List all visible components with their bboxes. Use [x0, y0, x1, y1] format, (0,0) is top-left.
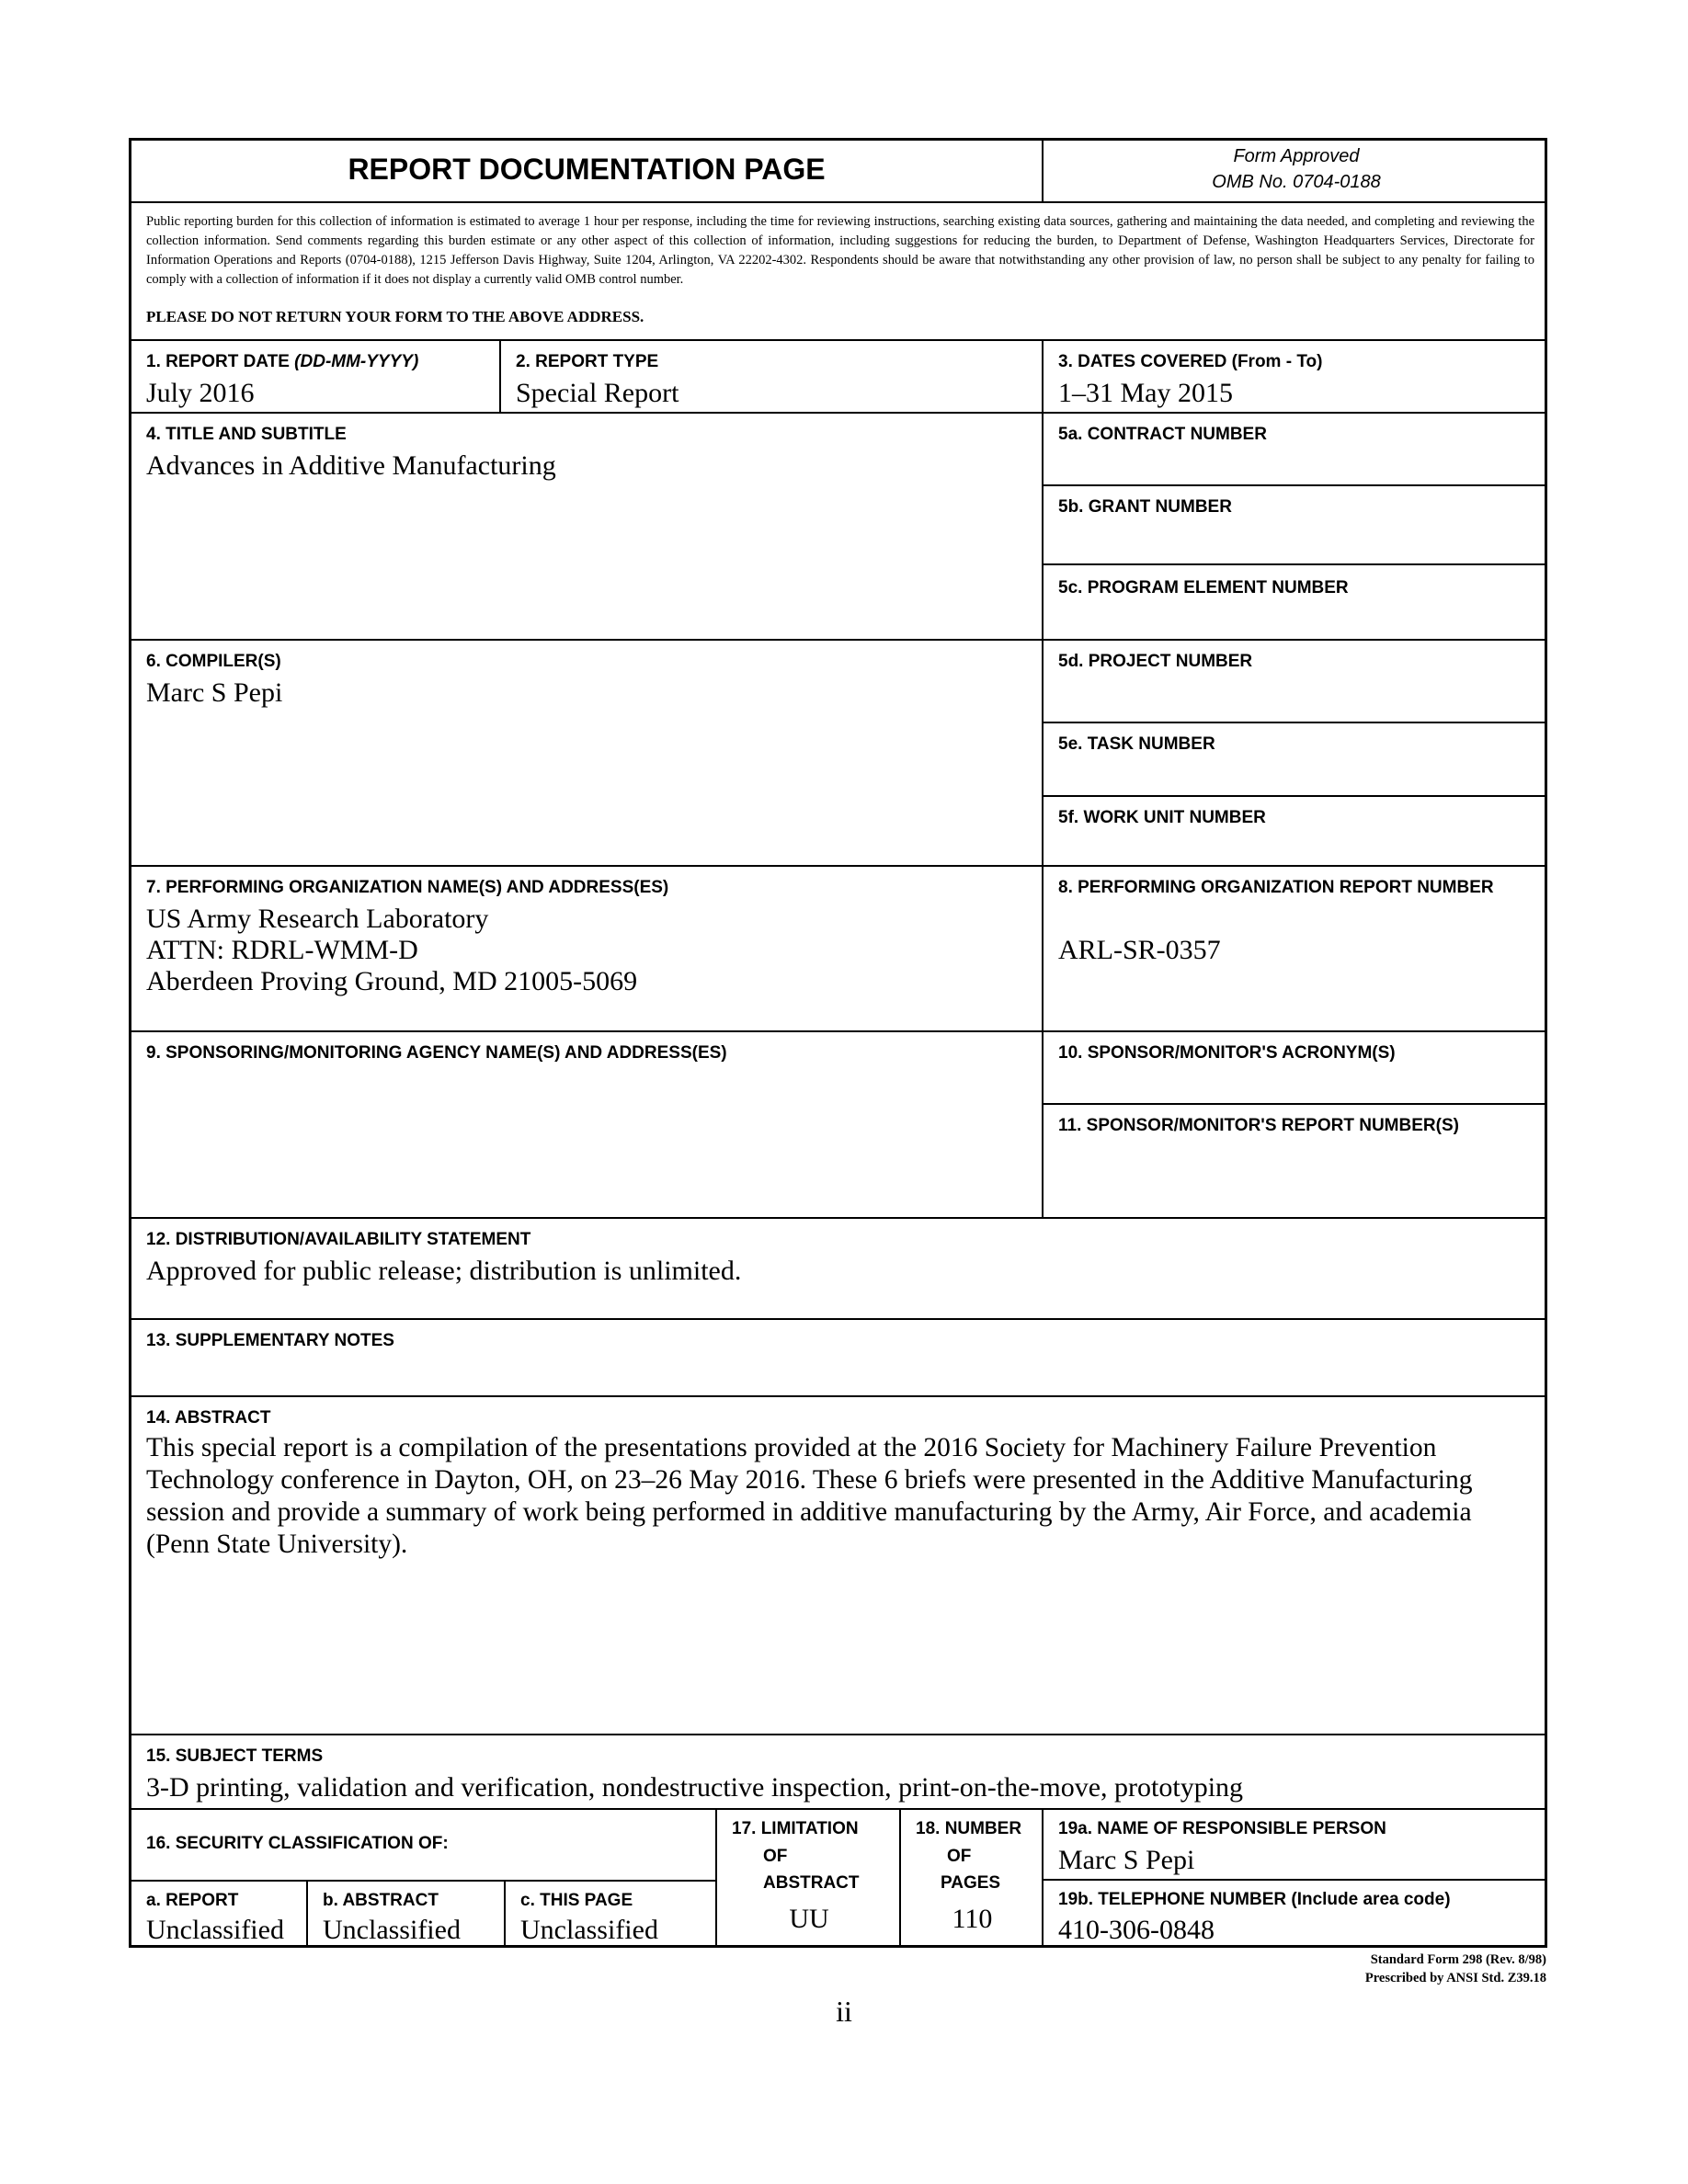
program-element-cell [1042, 563, 1547, 639]
sponsor-acronym-cell [1042, 1030, 1547, 1103]
sponsor-acronym-label: 10. SPONSOR/MONITOR'S ACRONYM(S) [1058, 1043, 1396, 1063]
limitation-label-1: 17. LIMITATION [732, 1819, 859, 1838]
performing-org-line3: Aberdeen Proving Ground, MD 21005-5069 [146, 966, 638, 996]
sponsoring-cell [131, 1030, 1042, 1217]
security-classification-label: 16. SECURITY CLASSIFICATION OF: [146, 1834, 449, 1853]
performing-org-line2: ATTN: RDRL-WMM-D [146, 935, 418, 965]
number-pages-cell [899, 1808, 1042, 1948]
report-type-value: Special Report [516, 378, 679, 408]
telephone-label: 19b. TELEPHONE NUMBER (Include area code) [1058, 1890, 1451, 1909]
header-omb-cell [1042, 141, 1547, 202]
sponsor-report-cell [1042, 1103, 1547, 1217]
project-number-label: 5d. PROJECT NUMBER [1058, 652, 1253, 671]
telephone-value: 410-306-0848 [1058, 1915, 1215, 1945]
subject-terms-label: 15. SUBJECT TERMS [146, 1746, 324, 1766]
security-classification-cell [131, 1808, 715, 1880]
performing-org-label: 7. PERFORMING ORGANIZATION NAME(S) AND ADDRESS(ES) [146, 878, 669, 897]
report-type-cell [499, 339, 1042, 412]
security-page-label: c. THIS PAGE [520, 1891, 633, 1910]
compilers-cell [131, 639, 1042, 865]
task-number-label: 5e. TASK NUMBER [1058, 734, 1215, 754]
security-abstract-cell [306, 1880, 504, 1948]
performing-org-cell [131, 865, 1042, 1030]
responsible-person-value: Marc S Pepi [1058, 1845, 1195, 1875]
title-subtitle-cell [131, 412, 1042, 639]
sponsoring-label: 9. SPONSORING/MONITORING AGENCY NAME(S) AND ADDRESS(ES) [146, 1043, 727, 1063]
compilers-label: 6. COMPILER(S) [146, 652, 281, 671]
program-element-label: 5c. PROGRAM ELEMENT NUMBER [1058, 578, 1349, 597]
report-documentation-form [129, 138, 1547, 1948]
number-pages-value: 110 [952, 1904, 993, 1934]
performing-report-label: 8. PERFORMING ORGANIZATION REPORT NUMBER [1058, 878, 1494, 897]
supplementary-label: 13. SUPPLEMENTARY NOTES [146, 1331, 394, 1350]
performing-report-value: ARL-SR-0357 [1058, 935, 1221, 965]
security-abstract-value: Unclassified [323, 1915, 461, 1945]
number-pages-label-3: PAGES [941, 1873, 1001, 1893]
task-number-cell [1042, 722, 1547, 795]
security-report-value: Unclassified [146, 1915, 284, 1945]
title-subtitle-label: 4. TITLE AND SUBTITLE [146, 425, 347, 444]
limitation-label-2: OF [763, 1847, 788, 1866]
subject-terms-cell [131, 1734, 1547, 1808]
page-number: ii [836, 1995, 852, 2028]
project-number-cell [1042, 639, 1547, 722]
number-pages-label-2: OF [947, 1847, 972, 1866]
distribution-value: Approved for public release; distribution is unlimited. [146, 1256, 742, 1286]
dates-covered-label: 3. DATES COVERED (From - To) [1058, 352, 1323, 371]
contract-number-cell [1042, 412, 1547, 484]
security-report-label: a. REPORT [146, 1891, 239, 1910]
burden-notice-text: Public reporting burden for this collection of information is estimated to average 1 hour per response, including the time for reviewing instructions, searching existing data sources, gathering and maintaining the data needed, and completing and reviewing the collection information. Send comments regarding this burden estimate or any other aspect of this collection of information, including suggestions for reducing the burden, to Department of Defense, Washington Headquarters Services, Directorate for Information Operations and Reports (0704-0188), 1215 Jefferson Davis Highway, Suite 1204, Arlington, VA 22202-4302. Respondents should be aware that notwithstanding any other provision of law, no person shall be subject to any penalty for failing to comply with a collection of information if it does not display a currently valid OMB control number. [146, 214, 1534, 287]
security-abstract-label: b. ABSTRACT [323, 1891, 439, 1910]
compilers-value: Marc S Pepi [146, 677, 283, 708]
work-unit-cell [1042, 795, 1547, 865]
limitation-value: UU [789, 1904, 829, 1934]
limitation-label-3: ABSTRACT [763, 1873, 860, 1893]
work-unit-label: 5f. WORK UNIT NUMBER [1058, 808, 1266, 827]
grant-number-cell [1042, 484, 1547, 563]
omb-number: OMB No. 0704-0188 [1212, 172, 1381, 192]
security-page-value: Unclassified [520, 1915, 658, 1945]
contract-number-label: 5a. CONTRACT NUMBER [1058, 425, 1267, 444]
header-title-cell [131, 141, 1042, 202]
abstract-value: This special report is a compilation of the presentations provided at the 2016 Society for Machinery Failure Prevention Technology conference in Dayton, OH, on 23–26 May 2016. These 6 briefs were presented in the Additive Manufacturing session and provide a summary of work being performed in additive manufacturing by the Army, Air Force, and academia (Penn State University). [146, 1433, 1473, 1559]
performing-report-cell [1042, 865, 1547, 1030]
form-title: REPORT DOCUMENTATION PAGE [348, 153, 826, 186]
subject-terms-value: 3-D printing, validation and verification, nondestructive inspection, print-on-the-move, prototyping [146, 1772, 1244, 1803]
limitation-cell [715, 1808, 899, 1948]
distribution-label: 12. DISTRIBUTION/AVAILABILITY STATEMENT [146, 1230, 531, 1249]
abstract-label: 14. ABSTRACT [146, 1408, 271, 1428]
report-date-cell [131, 339, 499, 412]
security-page-cell [504, 1880, 715, 1948]
performing-org-line1: US Army Research Laboratory [146, 904, 489, 934]
report-date-label: 1. REPORT DATE (DD-MM-YYYY) [146, 352, 419, 371]
responsible-person-label: 19a. NAME OF RESPONSIBLE PERSON [1058, 1819, 1386, 1838]
supplementary-cell [131, 1318, 1547, 1395]
form-approved-label: Form Approved [1233, 146, 1360, 166]
number-pages-label-1: 18. NUMBER [916, 1819, 1022, 1838]
sponsor-report-label: 11. SPONSOR/MONITOR'S REPORT NUMBER(S) [1058, 1116, 1459, 1135]
dates-covered-cell [1042, 339, 1547, 412]
do-not-return-notice: PLEASE DO NOT RETURN YOUR FORM TO THE ABOVE ADDRESS. [146, 308, 644, 325]
distribution-cell [131, 1217, 1547, 1318]
security-report-cell [131, 1880, 306, 1948]
dates-covered-value: 1–31 May 2015 [1058, 378, 1233, 408]
telephone-cell [1042, 1879, 1547, 1948]
grant-number-label: 5b. GRANT NUMBER [1058, 497, 1232, 517]
responsible-person-cell [1042, 1808, 1547, 1879]
title-subtitle-value: Advances in Additive Manufacturing [146, 450, 556, 481]
report-type-label: 2. REPORT TYPE [516, 352, 659, 371]
report-date-value: July 2016 [146, 378, 255, 408]
standard-form-label: Standard Form 298 (Rev. 8/98) [1370, 1952, 1546, 1967]
ansi-std-label: Prescribed by ANSI Std. Z39.18 [1364, 1971, 1546, 1985]
